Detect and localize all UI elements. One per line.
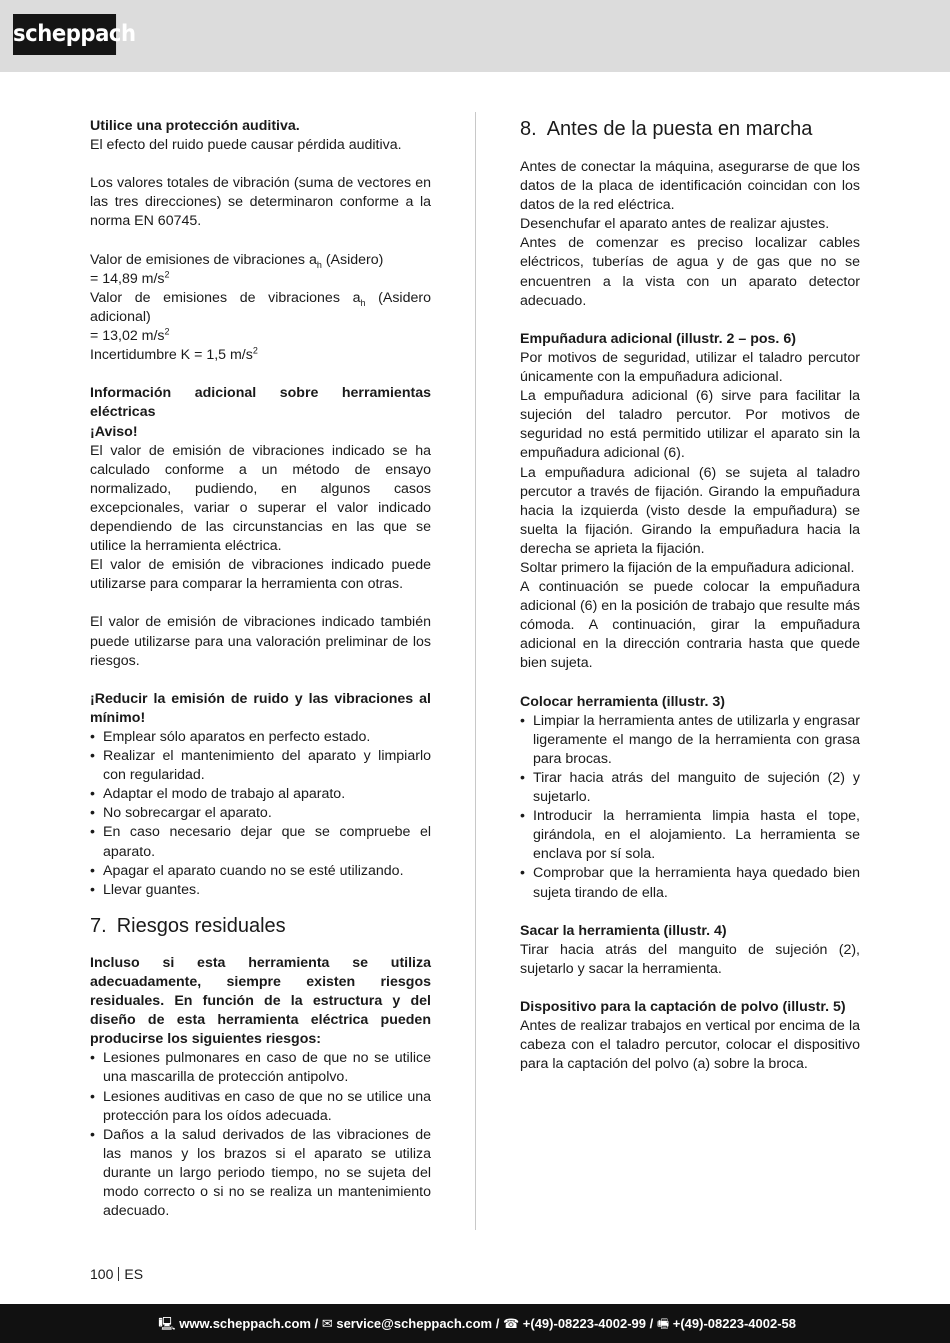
- warning-label: ¡Aviso!: [90, 423, 138, 440]
- fax-icon: 🖷: [656, 1316, 670, 1331]
- list-item: • Adaptar el modo de trabajo al aparato.: [90, 785, 431, 804]
- reduce-list: [90, 728, 431, 900]
- footer-web[interactable]: www.scheppach.com: [179, 1316, 311, 1331]
- column-divider: [475, 112, 476, 1230]
- intro-text-3: Antes de comenzar es preciso localizar cables eléctricos, tuberías de agua y de gas que no se encuentren a la vista con un aparato detector adecuado.: [520, 235, 860, 309]
- list-item: • Tirar hacia atrás del manguito de sujeción (2) y sujetarlo.: [520, 769, 860, 807]
- page-number: 100 ES: [90, 1266, 144, 1282]
- list-item: • Llevar guantes.: [90, 881, 431, 900]
- list-item: • Lesiones auditivas en caso de que no se utilice una protección para los oídos adecuada.: [90, 1088, 431, 1126]
- page-header: [0, 0, 950, 72]
- vibration-value-2: = 13,02 $m/s^2$: [90, 326, 170, 345]
- grip-text-5: A continuación se puede colocar la empuñadura adicional (6) en la posición de trabajo que resulte más cómoda. A continuación, girar la empuñadura adicional en la dirección contraria hasta que quede bien sujeta.: [520, 579, 860, 672]
- dust-heading: Dispositivo para la captación de polvo (illustr. 5): [520, 999, 846, 1016]
- list-item: • Daños a la salud derivados de las vibraciones de las manos y los brazos si el aparato se utiliza durante un largo periodo tiempo, no se sujeta del modo correcto o si no se realiza un mantenimiento adecuado.: [90, 1126, 431, 1221]
- list-item: • Lesiones pulmonares en caso de que no se utilice una mascarilla de protección antipolvo.: [90, 1049, 431, 1087]
- remove-text: Tirar hacia atrás del manguito de sujeción (2), sujetarlo y sacar la herramienta.: [520, 941, 860, 977]
- email-icon: ✉: [321, 1316, 333, 1331]
- compare-text: El valor de emisión de vibraciones indicado puede utilizarse para comparar la herramienta con otras.: [90, 557, 431, 593]
- footer-email[interactable]: service@scheppach.com: [336, 1316, 493, 1331]
- remove-heading: Sacar la herramienta (illustr. 4): [520, 922, 727, 939]
- grip-heading: Empuñadura adicional (illustr. 2 – pos. 6): [520, 330, 796, 347]
- scheppach-logo: scheppach: [13, 14, 116, 55]
- phone-icon: ☎: [502, 1316, 520, 1331]
- risks-intro: Incluso si esta herramienta se utiliza adecuadamente, siempre existen riesgos residuales. En función de la estructura y del diseño de esta herramienta eléctrica pueden producirse los siguientes riesgos:: [90, 954, 431, 1048]
- list-item: • Apagar el aparato cuando no se esté utilizando.: [90, 862, 431, 881]
- warning-text: El valor de emisión de vibraciones indicado se ha calculado conforme a un método de ensayo normalizado, pudiendo, en algunos casos excepcionales, variar o superar el valor indicado dependiendo de las circunstancias en las que se utilice la herramienta eléctrica.: [90, 442, 431, 555]
- footer-phone: +(49)-08223-4002-99: [522, 1316, 647, 1331]
- page-footer: 🖳 www.scheppach.com / ✉ service@scheppach.com / ☎ +(49)-08223-4002-99 / 🖷 +(49)-08223-4002-58: [0, 1304, 950, 1343]
- preliminary-text: El valor de emisión de vibraciones indicado también puede utilizarse para una valoración preliminar de los riesgos.: [90, 614, 431, 669]
- section-7-title: 7. Riesgos residuales: [90, 914, 286, 937]
- info-heading: Información adicional sobre herramientas eléctricas: [90, 385, 431, 421]
- list-item: • Introducir la herramienta limpia hasta el tope, girándola, en el alojamiento. La herramienta se enclava por sí sola.: [520, 807, 860, 864]
- risks-list: [90, 1049, 431, 1221]
- tool-list: [520, 712, 860, 903]
- grip-text-2: La empuñadura adicional (6) sirve para facilitar la sujeción del taladro percutor. Por motivos de seguridad no está permitido utilizar el aparato sin la empuñadura adicional (6).: [520, 388, 860, 462]
- list-item: • Realizar el mantenimiento del aparato y limpiarlo con regularidad.: [90, 747, 431, 785]
- computer-icon: 🖳: [158, 1316, 176, 1331]
- intro-text-2: Desenchufar el aparato antes de realizar ajustes.: [520, 216, 830, 233]
- reduce-heading: ¡Reducir la emisión de ruido y las vibraciones al mínimo!: [90, 690, 431, 726]
- grip-text-3: La empuñadura adicional (6) se sujeta al taladro percutor a través de fijación. Girando la empuñadura hacia la izquierda (visto desde la empuñadura) se suelta la fijación. Girando la empuñadura hacia la derecha se aprieta la fijación.: [520, 464, 860, 557]
- noise-text: El efecto del ruido puede causar pérdida auditiva.: [90, 137, 402, 154]
- noise-heading: Utilice una protección auditiva.: [90, 118, 300, 134]
- list-item: • En caso necesario dejar que se compruebe el aparato.: [90, 823, 431, 861]
- left-column: [90, 117, 431, 1221]
- list-item: • Limpiar la herramienta antes de utilizarla y engrasar ligeramente el mango de la herramienta con grasa para brocas.: [520, 712, 860, 769]
- section-8-title: 8. Antes de la puesta en marcha: [520, 118, 813, 140]
- footer-fax: +(49)-08223-4002-58: [672, 1316, 796, 1331]
- list-item: • No sobrecargar el aparato.: [90, 804, 431, 823]
- list-item: • Comprobar que la herramienta haya quedado bien sujeta tirando de ella.: [520, 864, 860, 902]
- list-item: • Emplear sólo aparatos en perfecto estado.: [90, 728, 431, 747]
- grip-text-4: Soltar primero la fijación de la empuñadura adicional.: [520, 559, 855, 576]
- vibration-value-1: = 14,89 $m/s^2$: [90, 269, 170, 287]
- vibration-value-2-label: Valor de emisiones de vibraciones $a_h$ (Asidero adicional): [90, 289, 431, 325]
- vibration-total-text: Los valores totales de vibración (suma de vectores en las tres direcciones) se determinaron conforme a la norma EN 60745.: [90, 175, 431, 230]
- vibration-value-1-label: Valor de emisiones de vibraciones $a_h$ (Asidero): [90, 251, 384, 270]
- grip-text-1: Por motivos de seguridad, utilizar el taladro percutor únicamente con la empuñadura adicional.: [520, 349, 860, 386]
- tool-heading: Colocar herramienta (illustr. 3): [520, 693, 725, 710]
- uncertainty-value: Incertidumbre K = 1,5 $m/s^2$: [90, 345, 258, 364]
- intro-text-1: Antes de conectar la máquina, asegurarse de que los datos de la placa de identificación coincidan con los datos de la red eléctrica.: [520, 159, 860, 214]
- right-column: [520, 117, 860, 1075]
- dust-text: Antes de realizar trabajos en vertical por encima de la cabeza con el taladro percutor, colocar el dispositivo para la captación del polvo (a) sobre la broca.: [520, 1018, 860, 1073]
